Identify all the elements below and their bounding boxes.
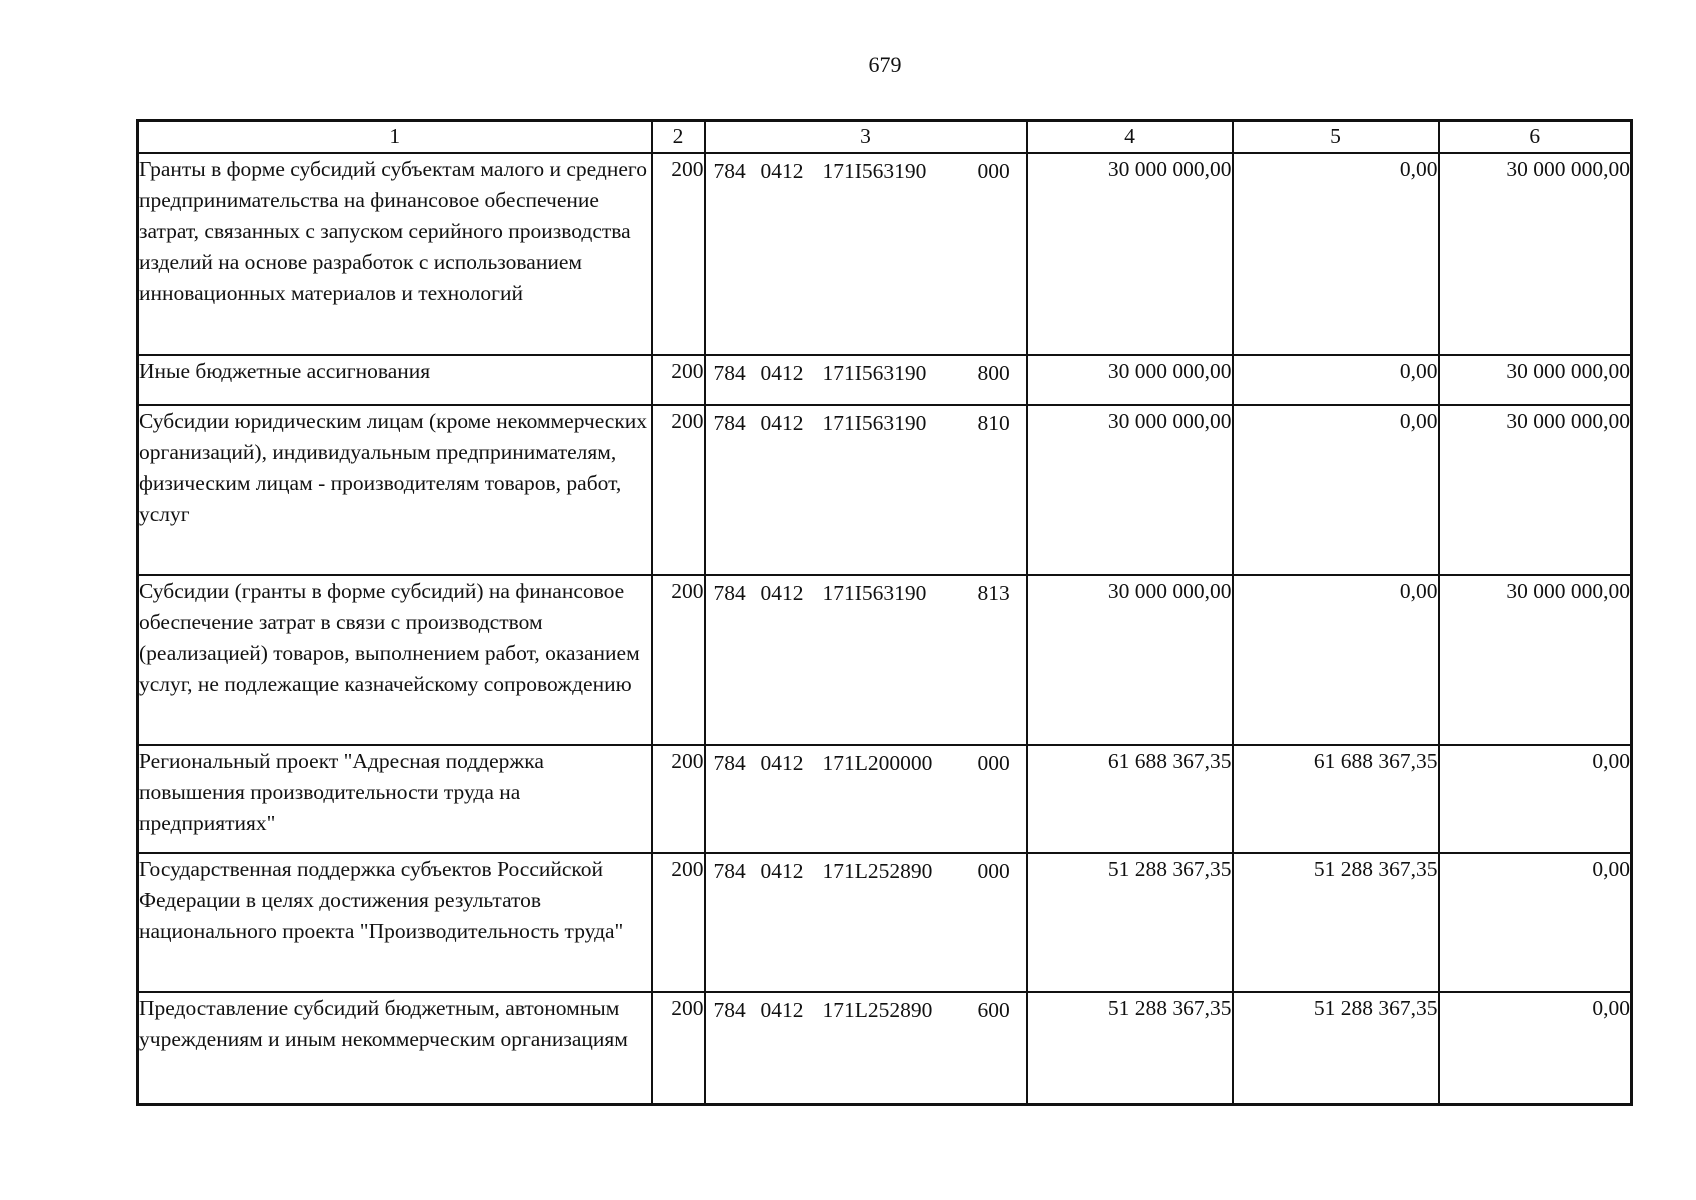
target-code: 171L200000: [822, 751, 933, 775]
row-value-col6: 0,00: [1439, 853, 1632, 992]
target-code: 171L252890: [822, 998, 933, 1022]
section-code: 0412: [760, 581, 804, 605]
budget-table: [136, 119, 1633, 1106]
row-classification-code: [705, 405, 1027, 575]
row-value-col5: 61 688 367,35: [1233, 745, 1439, 853]
expense-type-code: 810: [977, 411, 1010, 435]
row-name: Государственная поддержка субъектов Российской Федерации в целях достижения результатов национального проекта "Производительность труда": [138, 853, 652, 992]
row-classification-code: [705, 355, 1027, 405]
target-code: 171L252890: [822, 859, 933, 883]
ministry-code: 784: [713, 411, 746, 435]
row-name: Субсидии юридическим лицам (кроме некоммерческих организаций), индивидуальным предпринимателям, физическим лицам - производителям товаров, работ, услуг: [138, 405, 652, 575]
row-admin-code: 200: [652, 745, 705, 853]
row-value-col6: 30 000 000,00: [1439, 153, 1632, 355]
row-value-col4: 51 288 367,35: [1027, 853, 1233, 992]
row-classification-code: [705, 745, 1027, 853]
row-classification-code: [705, 575, 1027, 745]
row-admin-code: 200: [652, 153, 705, 355]
column-header-6: 6: [1439, 121, 1632, 154]
ministry-code: 784: [713, 859, 746, 883]
row-admin-code: 200: [652, 405, 705, 575]
row-name: Региональный проект "Адресная поддержка повышения производительности труда на предприятиях": [138, 745, 652, 853]
row-value-col5: 51 288 367,35: [1233, 853, 1439, 992]
header-row: [138, 121, 1632, 154]
target-code: 171I563190: [822, 411, 927, 435]
row-name: Гранты в форме субсидий субъектам малого и среднего предпринимательства на финансовое обеспечение затрат, связанных с запуском серийного производства изделий на основе разработок с использованием инновационных материалов и технологий: [138, 153, 652, 355]
section-code: 0412: [760, 859, 804, 883]
page-number: 679: [868, 52, 902, 77]
target-code: 171I563190: [822, 159, 927, 183]
row-admin-code: 200: [652, 992, 705, 1104]
table-row: [138, 575, 1632, 745]
expense-type-code: 600: [977, 998, 1010, 1022]
row-admin-code: 200: [652, 853, 705, 992]
expense-type-code: 000: [977, 859, 1010, 883]
table-row: [138, 153, 1632, 355]
row-classification-code: [705, 992, 1027, 1104]
section-code: 0412: [760, 411, 804, 435]
row-value-col4: 61 688 367,35: [1027, 745, 1233, 853]
ministry-code: 784: [713, 751, 746, 775]
ministry-code: 784: [713, 998, 746, 1022]
ministry-code: 784: [713, 581, 746, 605]
column-header-2: 2: [652, 121, 705, 154]
column-header-4: 4: [1027, 121, 1233, 154]
table-row: [138, 405, 1632, 575]
column-header-3: 3: [705, 121, 1027, 154]
table-row: [138, 853, 1632, 992]
row-name: Субсидии (гранты в форме субсидий) на финансовое обеспечение затрат в связи с производством (реализацией) товаров, выполнением работ, оказанием услуг, не подлежащие казначейскому сопровождению: [138, 575, 652, 745]
row-value-col5: 0,00: [1233, 405, 1439, 575]
expense-type-code: 800: [977, 361, 1010, 385]
row-value-col6: 0,00: [1439, 992, 1632, 1104]
row-name: Иные бюджетные ассигнования: [138, 355, 652, 405]
row-value-col4: 30 000 000,00: [1027, 405, 1233, 575]
row-value-col6: 30 000 000,00: [1439, 355, 1632, 405]
section-code: 0412: [760, 998, 804, 1022]
expense-type-code: 000: [977, 159, 1010, 183]
target-code: 171I563190: [822, 361, 927, 385]
column-header-5: 5: [1233, 121, 1439, 154]
row-value-col4: 30 000 000,00: [1027, 153, 1233, 355]
row-value-col6: 30 000 000,00: [1439, 405, 1632, 575]
row-value-col5: 51 288 367,35: [1233, 992, 1439, 1104]
row-classification-code: [705, 153, 1027, 355]
table-row: [138, 355, 1632, 405]
ministry-code: 784: [713, 361, 746, 385]
target-code: 171I563190: [822, 581, 927, 605]
row-value-col6: 30 000 000,00: [1439, 575, 1632, 745]
row-value-col5: 0,00: [1233, 153, 1439, 355]
section-code: 0412: [760, 751, 804, 775]
section-code: 0412: [760, 361, 804, 385]
table-row: [138, 745, 1632, 853]
row-admin-code: 200: [652, 575, 705, 745]
section-code: 0412: [760, 159, 804, 183]
row-admin-code: 200: [652, 355, 705, 405]
expense-type-code: 000: [977, 751, 1010, 775]
expense-type-code: 813: [977, 581, 1010, 605]
row-value-col4: 51 288 367,35: [1027, 992, 1233, 1104]
row-classification-code: [705, 853, 1027, 992]
row-value-col5: 0,00: [1233, 355, 1439, 405]
ministry-code: 784: [713, 159, 746, 183]
column-header-1: 1: [138, 121, 652, 154]
row-value-col6: 0,00: [1439, 745, 1632, 853]
row-value-col4: 30 000 000,00: [1027, 355, 1233, 405]
row-name: Предоставление субсидий бюджетным, автономным учреждениям и иным некоммерческим организациям: [138, 992, 652, 1104]
row-value-col4: 30 000 000,00: [1027, 575, 1233, 745]
row-value-col5: 0,00: [1233, 575, 1439, 745]
table-row: [138, 992, 1632, 1104]
